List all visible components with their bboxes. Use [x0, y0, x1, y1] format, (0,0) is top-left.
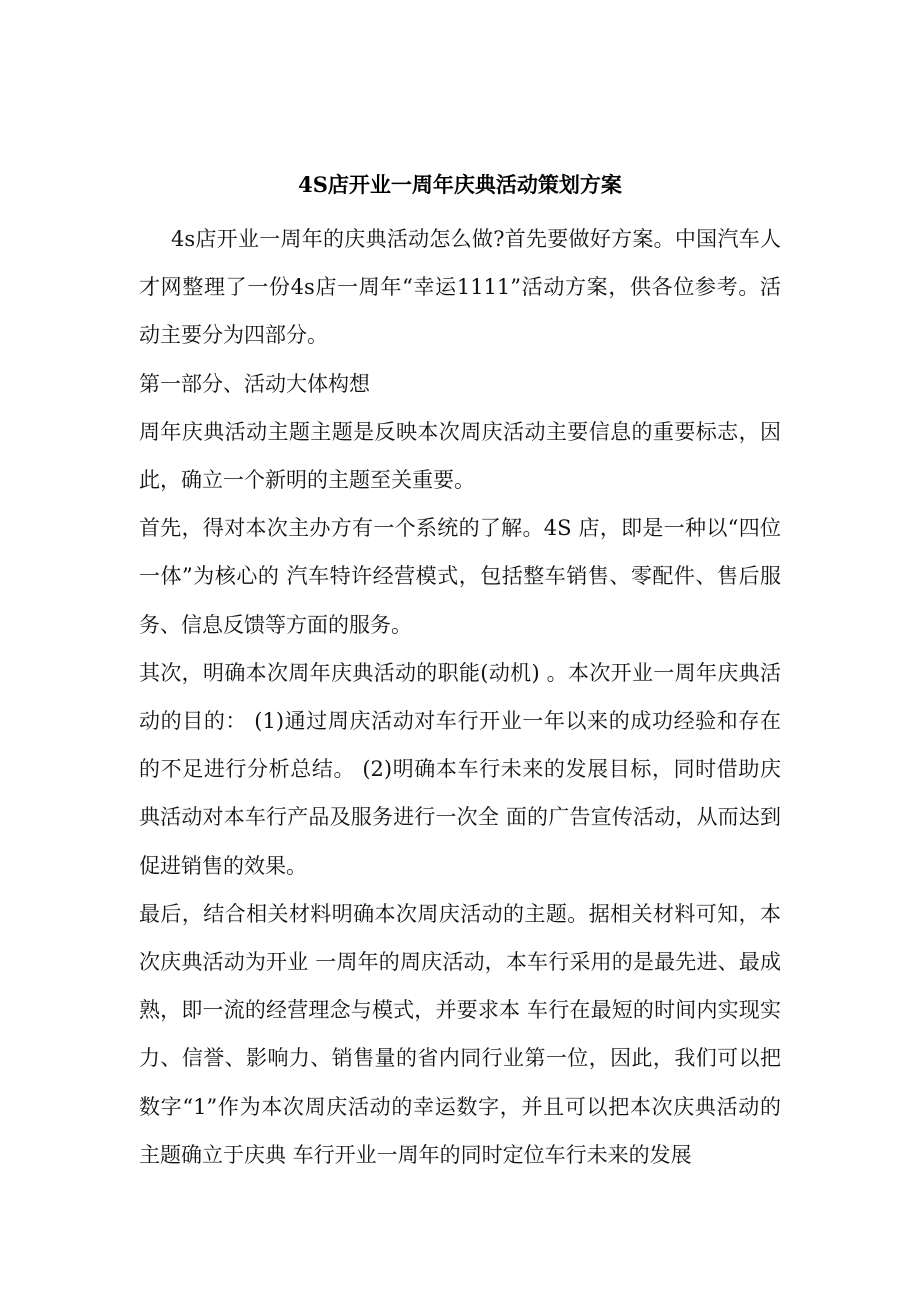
- final-point-paragraph: 最后，结合相关材料明确本次周庆活动的主题。据相关材料可知，本次庆典活动为开业 一周年的周庆活动，本车行采用的是最先进、最成熟，即一流的经营理念与模式，并要求本 车行在最短的时间内实现实力、信誉、影响力、销售量的省内同行业第一位，因此，我们可以把数字“1”作为本次周庆活动的幸运数字，并且可以把本次庆典活动的主题确立于庆典 车行开业一周年的同时定位车行未来的发展: [139, 901, 781, 1167]
- intro-paragraph: 4s店开业一周年的庆典活动怎么做?首先要做好方案。中国汽车人才网整理了一份4s店一周年“幸运1111”活动方案，供各位参考。活动主要分为四部分。: [139, 227, 781, 348]
- document-title: 4S店开业一周年庆典活动策划方案: [298, 172, 622, 197]
- theme-paragraph: 周年庆典活动主题主题是反映本次周庆活动主要信息的重要标志，因此，确立一个新明的主题至关重要。: [139, 419, 781, 493]
- first-point-paragraph: 首先，得对本次主办方有一个系统的了解。4S 店，即是一种以“四位一体”为核心的 汽车特许经营模式，包括整车销售、零配件、售后服务、信息反馈等方面的服务。: [139, 516, 781, 637]
- section-heading-part-one: 第一部分、活动大体构想: [139, 371, 370, 396]
- document-body: [139, 215, 781, 1179]
- second-point-paragraph: 其次，明确本次周年庆典活动的职能(动机) 。本次开业一周年庆典活动的目的： (1)通过周庆活动对车行开业一年以来的成功经验和存在的不足进行分析总结。 (2)明确本车行未来的发展目标，同时借助庆典活动对本车行产品及服务进行一次全 面的广告宣传活动，从而达到促进销售的效果。: [139, 660, 781, 878]
